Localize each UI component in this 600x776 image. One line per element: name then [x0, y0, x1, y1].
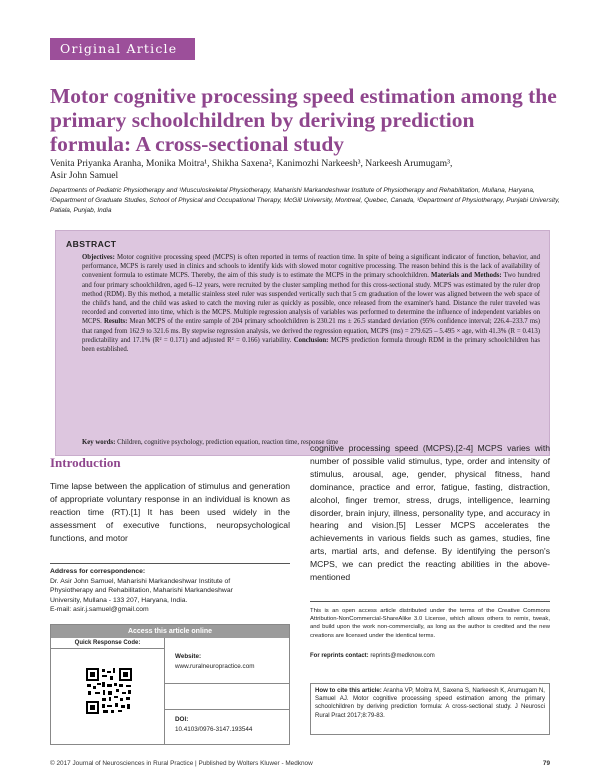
correspondence-email[interactable]: E-mail: asir.j.samuel@gmail.com [50, 606, 149, 614]
keywords-label: Key words: [82, 439, 116, 446]
abstract-box [55, 230, 550, 456]
abstract-body [82, 253, 540, 354]
access-divider-1 [165, 683, 289, 684]
reprints-line [310, 653, 435, 659]
footer-copyright: © 2017 Journal of Neurosciences in Rural Practice | Published by Wolters Kluwer - Medknow [50, 760, 313, 767]
introduction-left-column: Time lapse between the application of stimulus and generation of appropriate voluntary response in an individual is known as reaction time (RT).[1] It has been used widely in the assessment of executive functions, neuropsychological functions, and motor [50, 481, 290, 543]
license-divider [310, 601, 550, 602]
affiliations: Departments of Pediatric Physiotherapy and ¹Musculoskeletal Physiotherapy, Maharishi Markandeshwar Institute of Physiotherapy and Rehabilitation, Mullana, Haryana, ²Department of Graduate Studies, School of Physical and Occupational Therapy, McGill University, Montreal, Quebec, Canada, ³Department of Physiotherapy, Punjabi University, Patiala, Punjab, India [50, 187, 560, 214]
doi-value[interactable]: 10.4103/0976-3147.193544 [175, 726, 253, 733]
objectives-label: Objectives: [82, 254, 115, 261]
page-footer [50, 760, 550, 767]
methods-text: Two hundred and four primary schoolchildren, aged 6–12 years, were recruited by the cluster sampling method for this cross-sectional study. MCPS was estimated by the ruler drop method (RDM). By this method, a metallic stainless steel ruler was suspended vertically such that 5 cm graduation of the lower was aligned between the web space of the child's hand, and the child was asked to catch the moving ruler as quickly as possible, once released from the examiner's hand. Distance the ruler traveled was recorded and converted into time, which is the MCPS. Multiple regression analysis of variables was performed to determine the influence of independent variables on MCPS. [82, 272, 540, 326]
access-online-box [50, 624, 290, 745]
conclusion-label: Conclusion: [293, 336, 329, 344]
correspondence-line-1: Dr. Asir John Samuel, Maharishi Markandeshwar Institute of [50, 577, 231, 585]
authors-line-2: Asir John Samuel [50, 170, 119, 181]
qr-label: Quick Response Code: [51, 638, 165, 649]
correspondence-block [50, 567, 290, 615]
correspondence-divider [50, 563, 290, 564]
cite-text: Aranha VP, Moitra M, Saxena S, Narkeesh K, Arumugam N, Samuel AJ. Motor cognitive processing speed estimation among the primary schoolchildren by deriving prediction formula: A cross-sectional study. J Neurosci Rural Pract 2017;8:79-83. [315, 687, 545, 719]
objectives-text: Motor cognitive processing speed (MCPS) is often reported in terms of reaction time. In spite of being a significant indicator of function, behavior, and performance, MCPS is rarely used in clinics and schools to identify kids with slowed motor cognitive processing. The reason behind this is the lack of availability of convenient formula to estimate MCPS. Thereby, the aim of this study is to estimate the MCPS in the primary schoolchildren. [82, 254, 541, 280]
website-link[interactable]: www.ruralneuropractice.com [175, 663, 255, 670]
article-title: Motor cognitive processing speed estimation among the primary schoolchildren by deriving prediction formula: A cross-sectional study [50, 84, 557, 156]
conclusion-text: MCPS prediction formula through RDM in the primary schoolchildren has been established. [82, 336, 540, 354]
author-list [50, 158, 560, 182]
doi-label: DOI: [175, 716, 189, 723]
access-heading: Access this article online [51, 625, 289, 638]
introduction-right-column: cognitive processing speed (MCPS).[2-4] MCPS varies with number of possible valid stimulus, type, order and intensity of stimulus, arousal, age, gender, physical fitness, hand dominance, practice and error, fatigue, fasting, distraction, alcohol, finger tremor, stress, drugs, intelligence, learning disorder, brain injury, illness, personality type, and accuracy in hearing and vision.[5] Lesser MCPS accelerates the achievements in various fields such as games, studies, fine arts, martial arts, and defense. By identifying the person's MCPS, we can predict the reacting abilities in the above-mentioned [310, 443, 550, 583]
article-type-badge: Original Article [50, 38, 195, 60]
qr-code-icon[interactable] [85, 667, 133, 715]
page-number: 79 [542, 760, 550, 767]
website-label: Website: [175, 653, 202, 660]
keywords-text: Children, cognitive psychology, prediction equation, reaction time, response time [117, 439, 339, 446]
results-text: Mean MCPS of the entire sample of 204 primary schoolchildren is 230.21 ms ± 26.5 standard deviation (95% confidence interval; 226.4–233.7 ms) that ranged from 162.9 to 321.6 ms. By stepwise regression analysis, we derived the regression equation, MCPS (ms) = 279.625 – 5.495 × age, with 41.3% (R = 0.413) predictability and 17.1% (R² = 0.171) and adjusted R² = 0.166) variability. [82, 318, 541, 344]
cite-label: How to cite this article: [315, 687, 382, 694]
results-label: Results: [103, 318, 128, 326]
correspondence-line-2: Physiotherapy and Rehabilitation, Maharishi Markandeshwar [50, 587, 233, 595]
introduction-heading: Introduction [50, 455, 121, 470]
reprints-email[interactable]: reprints@medknow.com [370, 653, 435, 659]
how-to-cite-box [310, 683, 550, 735]
license-text: This is an open access article distributed under the terms of the Creative Commons Attribution-NonCommercial-ShareAlike 3.0 License, which allows others to remix, tweak, and build upon the work non-commercially, as long as the author is credited and the new creations are licensed under the identical terms. [310, 608, 550, 639]
access-divider-2 [165, 709, 289, 710]
methods-label: Materials and Methods: [431, 272, 502, 280]
qr-cell [51, 649, 165, 744]
reprints-label: For reprints contact: [310, 653, 369, 659]
abstract-heading: ABSTRACT [66, 239, 117, 249]
correspondence-line-3: University, Mullana - 133 207, Haryana, India. [50, 596, 188, 604]
authors-line-1: Venita Priyanka Aranha, Monika Moitra¹, Shikha Saxena², Kanimozhi Narkeesh³, Narkeesh Arumugam³, [50, 158, 453, 169]
correspondence-label: Address for correspondence: [50, 568, 146, 575]
